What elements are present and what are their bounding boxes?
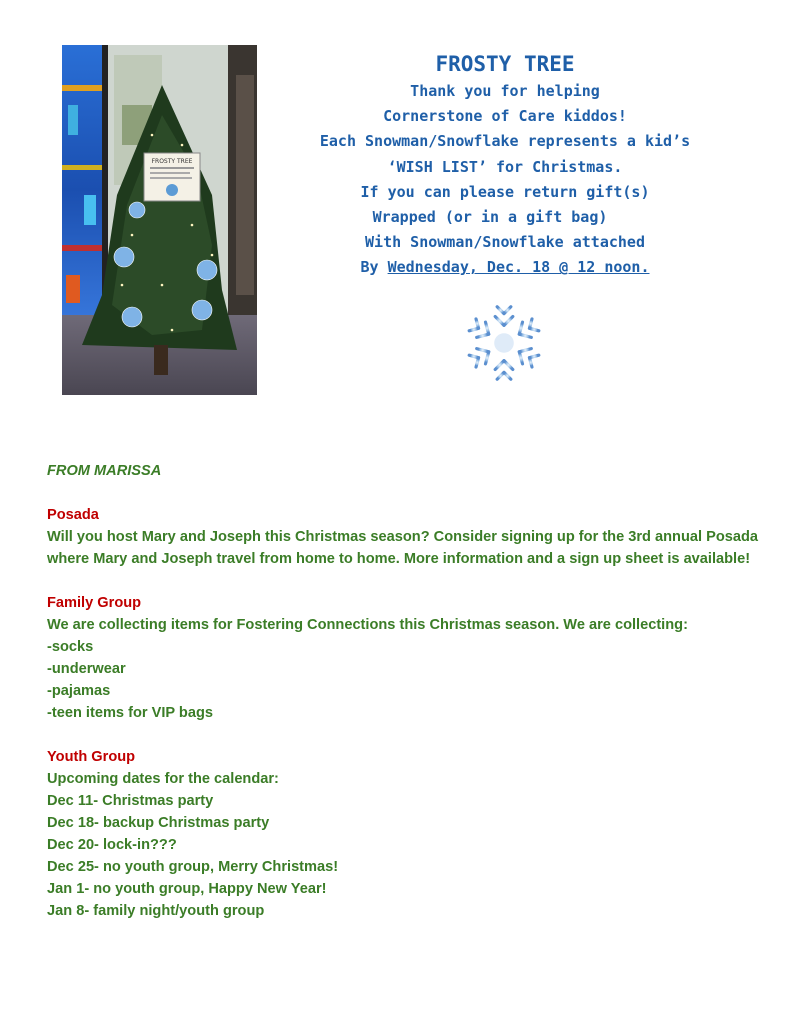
section-body: Upcoming dates for the calendar: [47, 771, 279, 787]
section-heading: Youth Group [47, 749, 136, 765]
deadline-date: Wednesday, Dec. 18 @ 12 noon. [387, 258, 650, 277]
flyer-title: FROSTY TREE [435, 52, 575, 76]
posada-section [47, 504, 767, 570]
list-item: -socks [47, 639, 94, 655]
flyer-line: With Snowman/Snowflake attached [365, 233, 645, 252]
section-body: We are collecting items for Fostering Connections this Christmas season. We are collecting: [47, 617, 688, 633]
announcements [47, 460, 767, 922]
snowflake-icon [455, 294, 553, 392]
flyer-deadline [300, 255, 710, 280]
flyer-line: Cornerstone of Care kiddos! [383, 107, 627, 126]
list-item: -teen items for VIP bags [47, 705, 213, 721]
section-body: Will you host Mary and Joseph this Christmas season? Consider signing up for the 3rd annual Posada where Mary and Joseph travel from home to home. More information and a sign up sheet is available! [47, 529, 759, 567]
deadline-prefix: By [360, 258, 388, 277]
list-item: Dec 18- backup Christmas party [47, 815, 270, 831]
section-heading: Family Group [47, 595, 142, 611]
list-item: Dec 25- no youth group, Merry Christmas! [47, 859, 339, 875]
from-label: FROM MARISSA [47, 463, 162, 479]
list-item: Dec 11- Christmas party [47, 793, 214, 809]
list-item: Dec 20- lock-in??? [47, 837, 177, 853]
christmas-tree-photo [62, 45, 257, 395]
list-item: Jan 8- family night/youth group [47, 903, 265, 919]
list-item: -underwear [47, 661, 126, 677]
flyer-line: If you can please return gift(s) [360, 182, 650, 201]
youth-group-section [47, 746, 767, 922]
frosty-tree-flyer [300, 50, 710, 281]
sign-title: FROSTY TREE [151, 158, 193, 165]
flyer-line: Wrapped (or in a gift bag) [372, 208, 608, 227]
flyer-line: Each Snowman/Snowflake represents a kid’s [319, 132, 691, 151]
flyer-line: Thank you for helping [410, 82, 600, 100]
list-item: Jan 1- no youth group, Happy New Year! [47, 881, 327, 897]
list-item: -pajamas [47, 683, 111, 699]
section-heading: Posada [47, 507, 99, 523]
flyer-line: ‘WISH LIST’ for Christmas. [387, 157, 623, 176]
family-group-section [47, 592, 767, 724]
